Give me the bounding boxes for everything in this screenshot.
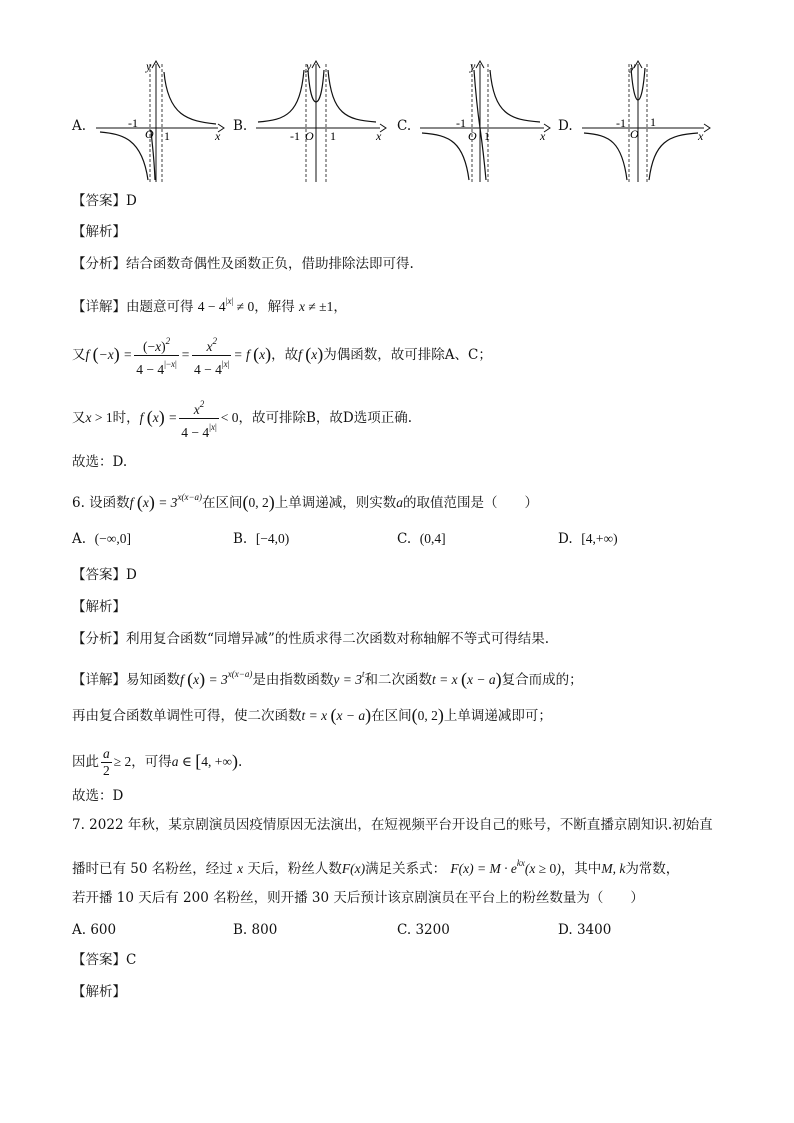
q6-option-a[interactable]: A. (−∞,0] [72, 531, 131, 547]
q6-analysis-tag: 【解析】 [72, 599, 126, 615]
answer-value: C [126, 952, 137, 968]
graph-d-xvar: x [698, 129, 704, 143]
q6-detail-line-3: 因此 $\frac{a}{2}$ ≥ 2，可得a ∈ [4, +∞). [72, 746, 243, 778]
q6-fenxi-line: 【分析】利用复合函数“同增异减”的性质求得二次函数对称轴解不等式可得结果. [72, 631, 550, 647]
graph-b-neg: -1 [290, 129, 300, 143]
graph-b-origin: O [305, 129, 314, 143]
q5-answer-line [72, 192, 137, 210]
answer-value: D [126, 193, 137, 209]
graph-label-d: D. [558, 118, 573, 134]
graph-label-b: B. [233, 118, 248, 134]
q5-fenxi-line: 【分析】结合函数奇偶性及函数正负，借助排除法即可得. [72, 256, 414, 272]
q7-option-a[interactable]: A. 600 [72, 922, 117, 938]
graph-a [92, 58, 228, 186]
graph-c-yvar: y [470, 59, 476, 73]
q7-answer-line: 【答案】C [72, 952, 137, 968]
graph-c [416, 58, 554, 186]
answer-value: D [126, 567, 137, 583]
graph-label-a: A. [72, 118, 87, 134]
q5-choose: 故选：D. [72, 454, 128, 470]
graph-a-origin: O [145, 127, 154, 141]
graph-a-xvar: x [215, 129, 221, 143]
graph-a-pos: 1 [164, 129, 170, 143]
graph-b-xvar: x [376, 129, 382, 143]
q7-option-b[interactable]: B. 800 [233, 922, 278, 938]
answer-tag: 【答案】 [72, 193, 126, 209]
graph-label-c: C. [397, 118, 412, 134]
q6-option-b[interactable]: B. [−4,0) [233, 531, 290, 547]
graph-d [578, 58, 714, 186]
q6-detail-line-1: 【详解】易知函数f $(x) = 3^{x(x-a)}$是由指数函数$y = 3^t$和二次函数t = x (x − a)复合而成的； [72, 669, 583, 689]
graph-c-xvar: x [540, 129, 546, 143]
q7-option-c[interactable]: C. 3200 [397, 922, 450, 938]
graph-c-pos: 1 [484, 129, 490, 143]
q6-option-d[interactable]: D. [4,+∞) [558, 531, 618, 547]
q6-answer-line: 【答案】D [72, 567, 137, 583]
q5-detail-line-2: 又f (−x) = $\frac{(-x)^2}{4 - 4^{|-x|}}$ = $\frac{x^2}{4 - 4^{|x|}}$ = f (x)，故f (x)为偶函数，故可排除A、C； [72, 333, 492, 378]
q7-line-2: 播时已有 50 名粉丝，经过 x 天后，粉丝人数F(x)满足关系式： $F(x) = M \cdot e^{kx}(x \ge 0)$，其中M, k为常数， [72, 858, 680, 877]
q6-detail-line-2: 再由复合函数单调性可得，使二次函数t = x (x − a)在区间(0, 2)上单调递减即可； [72, 705, 552, 725]
graph-a-neg: -1 [128, 116, 138, 130]
graph-d-yvar: y [630, 59, 636, 73]
graph-d-origin: O [630, 127, 639, 141]
q7-option-d[interactable]: D. 3400 [558, 922, 612, 938]
q7-analysis-tag: 【解析】 [72, 984, 126, 1000]
q5-detail-line-1: 【详解】由题意可得 $4 - 4^{|x|} \ne 0$，解得 x ≠ ±1， [72, 296, 347, 315]
graph-b-yvar: y [306, 59, 312, 73]
graph-c-neg: -1 [456, 116, 466, 130]
q6-choose: 故选：D [72, 788, 124, 804]
graph-a-yvar: y [146, 59, 152, 73]
q6-option-c[interactable]: C. (0,4] [397, 531, 446, 547]
q5-detail-line-3: 又x > 1时，f (x) = $\frac{x^2}{4 - 4^{|x|}}$ < 0，故可排除B，故D选项正确. [72, 396, 412, 441]
q7-line-3: 若开播 10 天后有 200 名粉丝，则开播 30 天后预计该京剧演员在平台上的粉丝数量为（ ） [72, 890, 644, 906]
graph-d-pos: 1 [650, 115, 656, 129]
q6-stem: 6. 设函数f $(x) = 3^{x(x-a)}$在区间(0, 2)上单调递减，则实数a的取值范围是（ ） [72, 492, 539, 512]
q7-line-1: 7. 2022 年秋，某京剧演员因疫情原因无法演出，在短视频平台开设自己的账号，不断直播京剧知识.初始直 [72, 817, 713, 833]
graph-b [252, 58, 390, 186]
graph-d-neg: -1 [616, 116, 626, 130]
graph-b-pos: 1 [330, 129, 336, 143]
graph-c-origin: O [468, 129, 477, 143]
q5-analysis-tag: 【解析】 [72, 224, 126, 240]
